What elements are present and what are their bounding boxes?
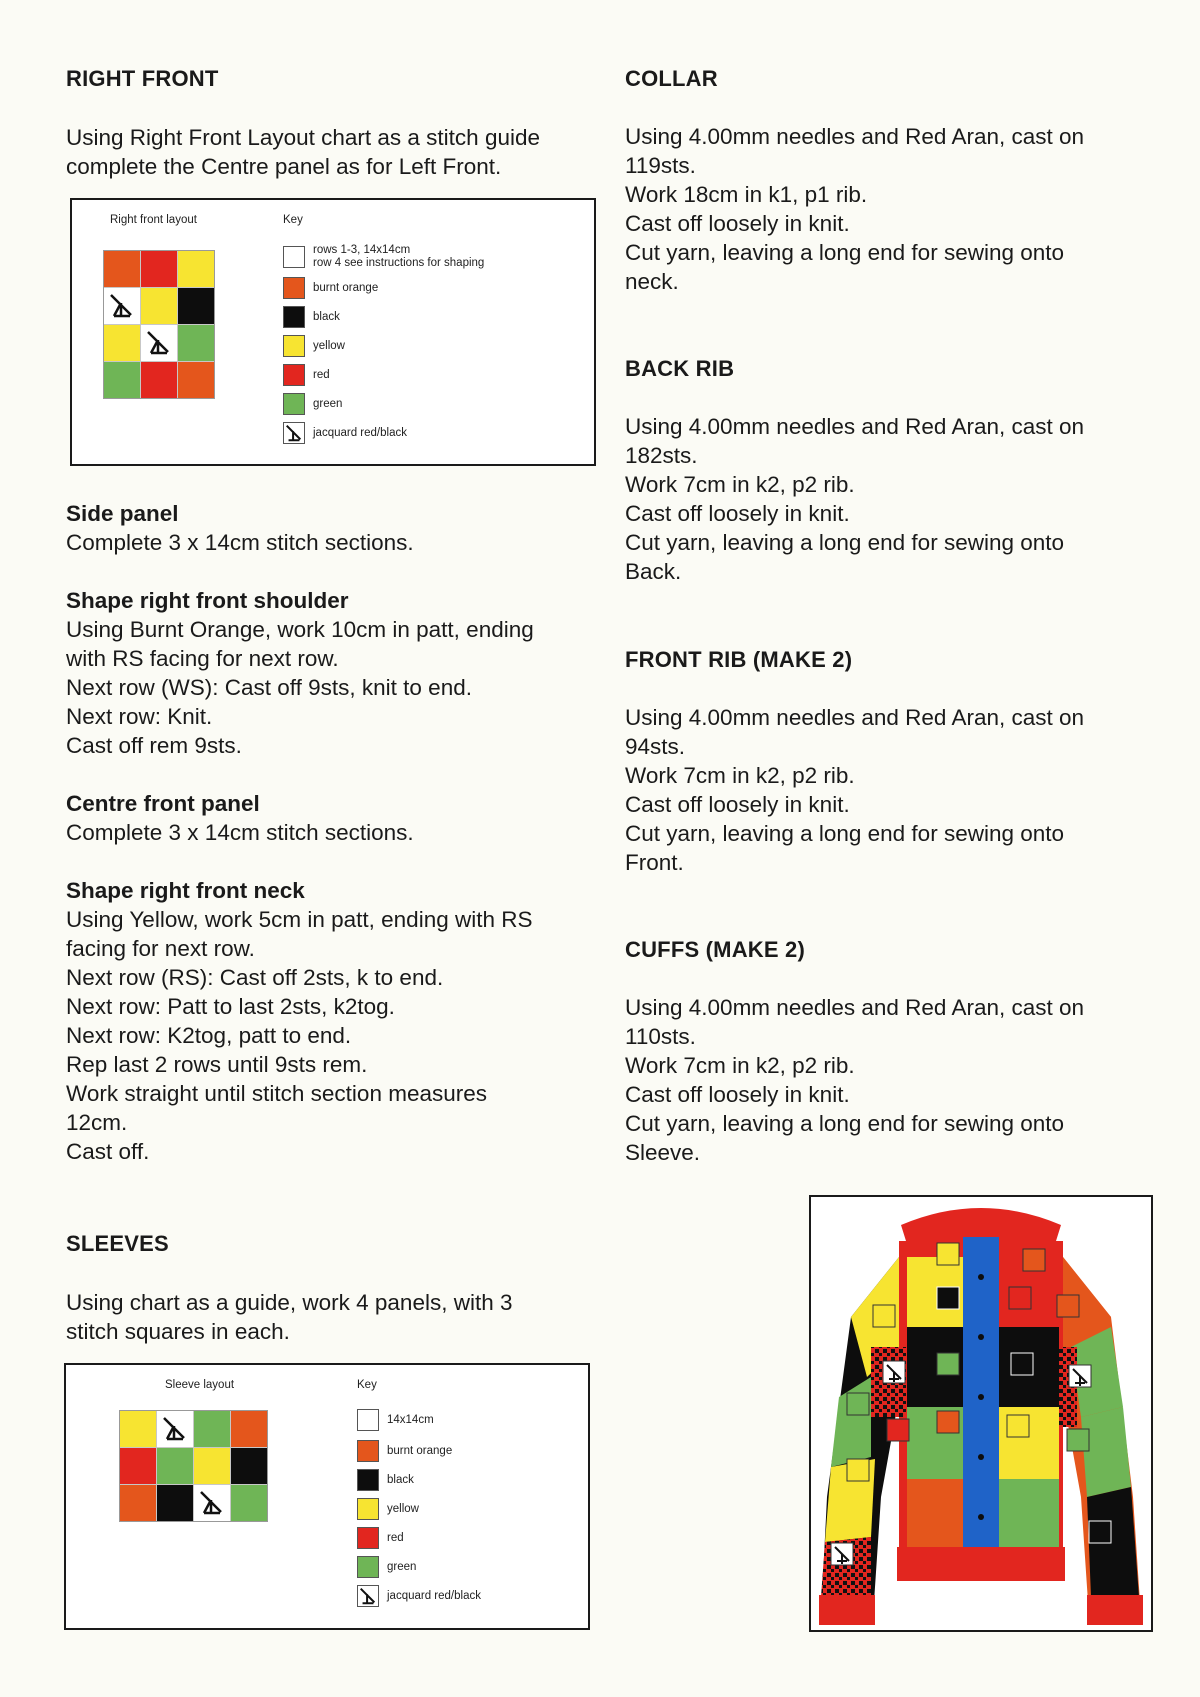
subheading: Centre front panel (66, 791, 260, 816)
front-rib-text (625, 703, 1084, 877)
text-line: Work 18cm in k1, p1 rib. (625, 182, 868, 207)
key-title: Key (357, 1379, 377, 1391)
back-rib-heading: BACK RIB (625, 356, 735, 381)
jacquard-cell-icon (194, 1485, 230, 1521)
text-line: Cut yarn, leaving a long end for sewing onto (625, 240, 1065, 265)
subheading: Shape right front neck (66, 878, 305, 903)
key-item (357, 1440, 452, 1462)
text-line: Sleeve. (625, 1140, 701, 1165)
color-swatch (357, 1527, 379, 1549)
grid-cell-yellow (141, 288, 177, 324)
key-item (283, 422, 407, 444)
grid-cell-green (231, 1485, 267, 1521)
side-panel-section (66, 499, 414, 557)
grid-cell-green (104, 362, 140, 398)
text-line: Work 7cm in k2, p2 rib. (625, 1053, 855, 1078)
key-item (357, 1585, 481, 1607)
grid-cell-black (178, 288, 214, 324)
text-line: Next row (WS): Cast off 9sts, knit to end. (66, 675, 472, 700)
key-item (283, 393, 342, 415)
grid-cell-black (231, 1448, 267, 1484)
text-line: Cut yarn, leaving a long end for sewing onto (625, 821, 1065, 846)
text-line: Using Yellow, work 5cm in patt, ending with RS (66, 907, 533, 932)
color-swatch (283, 306, 305, 328)
key-label: green (313, 397, 343, 410)
key-label: jacquard red/black (387, 1589, 481, 1602)
sleeves-heading: SLEEVES (66, 1231, 169, 1256)
key-item (283, 335, 345, 357)
cardigan-illustration (811, 1197, 1151, 1630)
key-item (357, 1556, 416, 1578)
grid-cell-green (157, 1448, 193, 1484)
text-line: Using 4.00mm needles and Red Aran, cast on (625, 995, 1085, 1020)
key-label: burnt orange (313, 281, 379, 294)
cardigan-photo (809, 1195, 1153, 1632)
key-item (283, 244, 484, 270)
grid-cell-burnt-orange (231, 1411, 267, 1447)
key-label: burnt orange (387, 1444, 453, 1457)
neck-section (66, 876, 533, 1166)
right-front-heading: RIGHT FRONT (66, 66, 219, 91)
text-line: Using 4.00mm needles and Red Aran, cast on (625, 414, 1085, 439)
text-line: Complete 3 x 14cm stitch sections. (66, 530, 414, 555)
chart-title: Right front layout (110, 214, 197, 226)
text-line: Using 4.00mm needles and Red Aran, cast on (625, 124, 1085, 149)
sleeve-layout-chart (64, 1363, 590, 1630)
jacquard-icon (357, 1585, 379, 1607)
key-item (283, 277, 378, 299)
text-line: Front. (625, 850, 684, 875)
text-line: 110sts. (625, 1024, 696, 1049)
color-swatch (357, 1556, 379, 1578)
text-line: 119sts. (625, 153, 696, 178)
collar-heading: COLLAR (625, 66, 718, 91)
grid-cell-red (141, 251, 177, 287)
text-line: Next row: K2tog, patt to end. (66, 1023, 352, 1048)
layout-grid (103, 250, 215, 399)
text-line: Using chart as a guide, work 4 panels, with 3 (66, 1290, 513, 1315)
chart-title: Sleeve layout (165, 1379, 235, 1391)
text-line: Complete 3 x 14cm stitch sections. (66, 820, 414, 845)
cuffs-text (625, 993, 1084, 1167)
key-label: rows 1-3, 14x14cm row 4 see instructions for shaping (313, 244, 485, 269)
grid-cell-black (157, 1485, 193, 1521)
key-item (357, 1527, 404, 1549)
grid-cell-burnt-orange (120, 1485, 156, 1521)
cuffs-heading: CUFFS (MAKE 2) (625, 937, 806, 962)
jacquard-cell-icon (141, 325, 177, 361)
color-swatch (283, 335, 305, 357)
text-line: 94sts. (625, 734, 686, 759)
grid-cell-red (120, 1448, 156, 1484)
text-line: neck. (625, 269, 679, 294)
text-line: Cast off. (66, 1139, 150, 1164)
grid-cell-yellow (104, 325, 140, 361)
grid-cell-burnt-orange (178, 362, 214, 398)
text-line: Cast off rem 9sts. (66, 733, 242, 758)
key-label: jacquard red/black (313, 426, 407, 439)
text-line: Cut yarn, leaving a long end for sewing onto (625, 1111, 1065, 1136)
text-line: Work straight until stitch section measures (66, 1081, 487, 1106)
right-front-intro (66, 123, 540, 181)
collar-text (625, 122, 1084, 296)
color-swatch (283, 246, 305, 268)
key-label: green (387, 1560, 417, 1573)
sleeves-intro (66, 1288, 512, 1346)
text-line: Work 7cm in k2, p2 rib. (625, 472, 855, 497)
key-label: black (387, 1473, 414, 1486)
key-title: Key (283, 214, 303, 226)
front-rib-heading: FRONT RIB (MAKE 2) (625, 647, 853, 672)
key-label: yellow (313, 339, 345, 352)
key-item (283, 364, 330, 386)
text-line: Rep last 2 rows until 9sts rem. (66, 1052, 368, 1077)
text-line: Using Burnt Orange, work 10cm in patt, ending (66, 617, 534, 642)
text-line: 182sts. (625, 443, 698, 468)
subheading: Shape right front shoulder (66, 588, 349, 613)
grid-cell-yellow (194, 1448, 230, 1484)
key-item (357, 1409, 434, 1431)
key-label: yellow (387, 1502, 419, 1515)
grid-cell-burnt-orange (104, 251, 140, 287)
grid-cell-red (141, 362, 177, 398)
text-line: Next row: Knit. (66, 704, 213, 729)
text-line: Back. (625, 559, 682, 584)
text-line: Using 4.00mm needles and Red Aran, cast on (625, 705, 1085, 730)
text-line: Cut yarn, leaving a long end for sewing onto (625, 530, 1065, 555)
color-swatch (357, 1498, 379, 1520)
text-line: Next row (RS): Cast off 2sts, k to end. (66, 965, 444, 990)
color-swatch (357, 1440, 379, 1462)
color-swatch (283, 393, 305, 415)
subheading: Side panel (66, 501, 179, 526)
jacquard-cell-icon (104, 288, 140, 324)
text-line: 12cm. (66, 1110, 128, 1135)
key-label: red (313, 368, 330, 381)
shoulder-section (66, 586, 534, 760)
key-item (357, 1498, 419, 1520)
jacquard-cell-icon (157, 1411, 193, 1447)
centre-panel-section (66, 789, 414, 847)
right-front-layout-chart (70, 198, 596, 466)
color-swatch (357, 1409, 379, 1431)
key-item (283, 306, 340, 328)
text-line: Cast off loosely in knit. (625, 792, 850, 817)
color-swatch (283, 277, 305, 299)
text-line: Next row: Patt to last 2sts, k2tog. (66, 994, 395, 1019)
text-line: Cast off loosely in knit. (625, 1082, 850, 1107)
text-line: Cast off loosely in knit. (625, 211, 850, 236)
text-line: Work 7cm in k2, p2 rib. (625, 763, 855, 788)
key-item (357, 1469, 414, 1491)
key-label: 14x14cm (387, 1413, 434, 1426)
grid-cell-yellow (120, 1411, 156, 1447)
grid-cell-green (194, 1411, 230, 1447)
text-line: Using Right Front Layout chart as a stitch guide (66, 125, 540, 150)
text-line: with RS facing for next row. (66, 646, 339, 671)
text-line: facing for next row. (66, 936, 255, 961)
text-line: complete the Centre panel as for Left Front. (66, 154, 502, 179)
jacquard-icon (283, 422, 305, 444)
key-label: black (313, 310, 340, 323)
grid-cell-yellow (178, 251, 214, 287)
key-label: red (387, 1531, 404, 1544)
layout-grid (119, 1410, 268, 1522)
back-rib-text (625, 412, 1084, 586)
color-swatch (283, 364, 305, 386)
grid-cell-green (178, 325, 214, 361)
text-line: Cast off loosely in knit. (625, 501, 850, 526)
text-line: stitch squares in each. (66, 1319, 290, 1344)
color-swatch (357, 1469, 379, 1491)
